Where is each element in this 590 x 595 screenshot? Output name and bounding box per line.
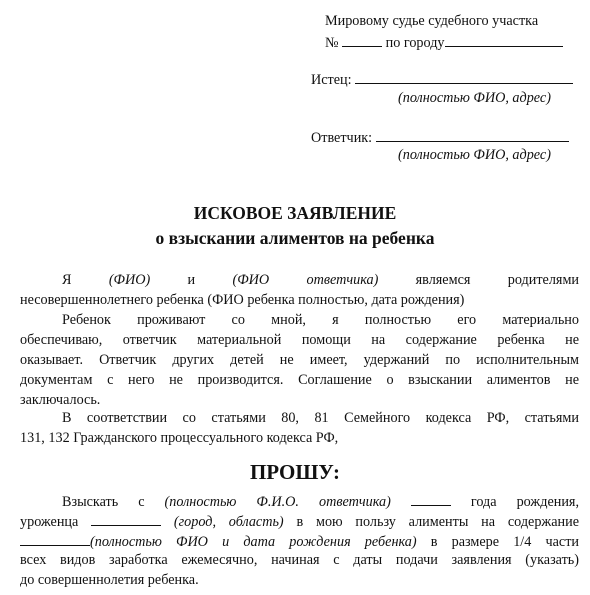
paragraph-1-line-2: несовершеннолетнего ребенка (ФИО ребенка полностью, дата рождения) (20, 292, 465, 308)
request-heading: ПРОШУ: (249, 460, 341, 484)
defendant-hint: (полностью ФИО, адрес) (398, 147, 551, 163)
defendant-line: Ответчик: (311, 126, 569, 148)
document-title: ИСКОВОЕ ЗАЯВЛЕНИЕ (193, 203, 397, 223)
paragraph-2-line-3: оказывает. Ответчик других детей не имеет, удержаний по исполнительным (20, 352, 579, 368)
request-line-2: уроженца (город, область) в мою пользу алименты на содержание (20, 510, 579, 532)
request-line-5: до совершеннолетия ребенка. (20, 572, 199, 588)
court-number-line: № по городу (325, 31, 563, 53)
paragraph-2-line-5: заключалось. (20, 392, 101, 408)
paragraph-1-line-1: Я (ФИО) и (ФИО ответчика) являемся родителями (62, 272, 580, 288)
plaintiff-hint: (полностью ФИО, адрес) (398, 90, 551, 106)
paragraph-2-line-2: обеспечиваю, ответчик материальной помощи на содержание ребенка не (20, 332, 579, 348)
plaintiff-blank[interactable] (355, 68, 573, 84)
court-city-blank[interactable] (445, 31, 563, 47)
request-line-3: (полностью ФИО и дата рождения ребенка) в размере 1/4 части (20, 530, 579, 552)
plaintiff-line: Истец: (311, 68, 573, 90)
document-subtitle: о взыскании алиментов на ребенка (155, 228, 435, 248)
request-line-4: всех видов заработка ежемесячно, начиная с даты подачи заявления (указать) (20, 552, 579, 568)
paragraph-2-line-1: Ребенок проживают со мной, я полностью его материально (62, 312, 579, 328)
defendant-blank[interactable] (376, 126, 569, 142)
paragraph-3-line-1: В соответствии со статьями 80, 81 Семейного кодекса РФ, статьями (62, 410, 579, 426)
birth-year-blank[interactable] (411, 490, 451, 506)
birthplace-blank[interactable] (91, 510, 161, 526)
court-number-blank[interactable] (342, 31, 382, 47)
court-addressee-line: Мировому судье судебного участка (325, 13, 539, 29)
paragraph-3-line-2: 131, 132 Гражданского процессуального кодекса РФ, (20, 430, 339, 446)
paragraph-2-line-4: документам с него не производится. Соглашение о взыскании алиментов не (20, 372, 579, 388)
request-line-1: Взыскать с (полностью Ф.И.О. ответчика) года рождения, (62, 490, 579, 512)
child-info-blank[interactable] (20, 530, 90, 546)
